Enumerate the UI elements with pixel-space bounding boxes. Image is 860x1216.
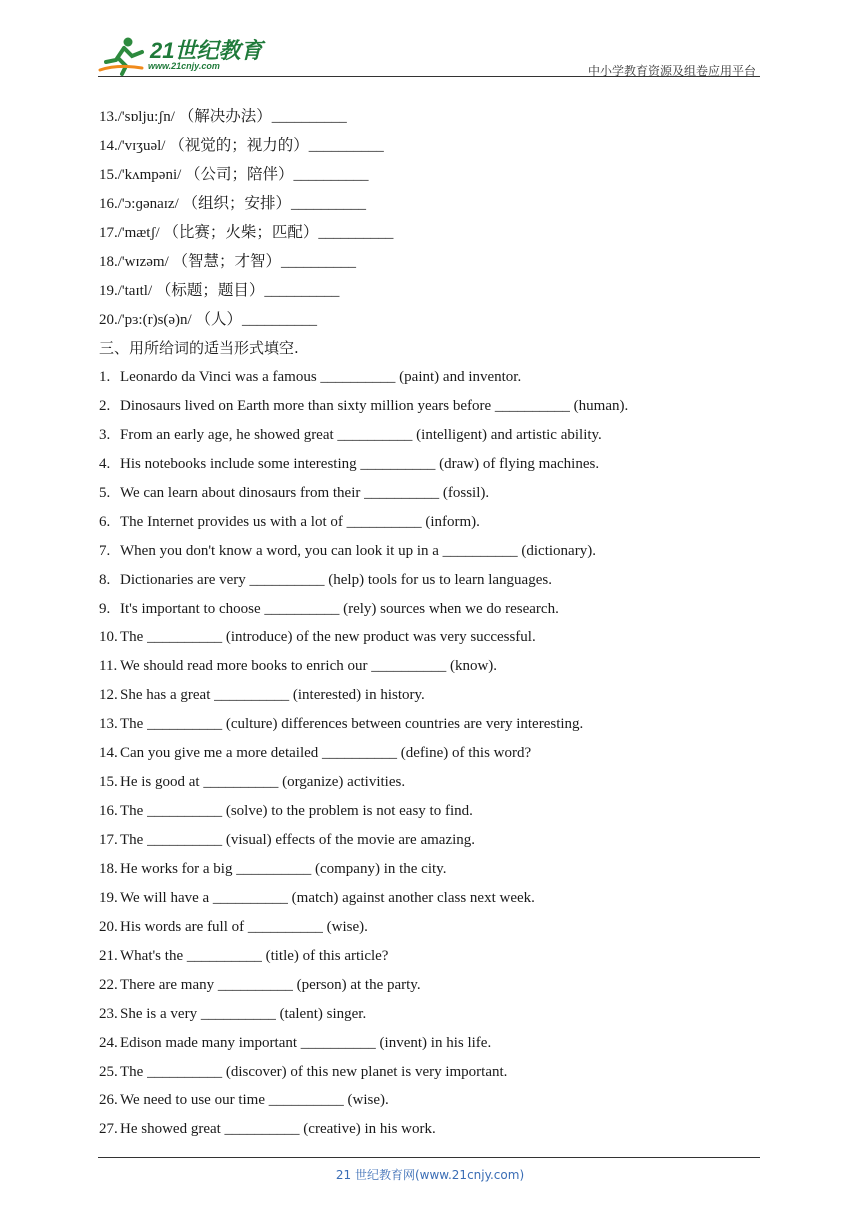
vocab-number: 16. (99, 196, 118, 212)
vocab-item (99, 276, 764, 305)
question-text: She is a very __________ (talent) singer. (120, 1005, 367, 1022)
vocab-meaning: （人） (195, 310, 242, 328)
vocab-item (99, 218, 764, 247)
question-text: The __________ (visual) effects of the movie are amazing. (120, 832, 476, 848)
vocab-phonetic: /'pɜ:(r)s(ə)n/ (117, 312, 192, 328)
runner-icon (98, 36, 148, 76)
vocab-item (99, 247, 764, 276)
question-item (99, 681, 764, 710)
question-number: 14. (99, 745, 118, 762)
vocab-blank[interactable]: __________ (242, 312, 317, 328)
question-item (99, 1000, 764, 1029)
question-item (99, 1086, 764, 1115)
vocab-blank[interactable]: __________ (281, 254, 357, 270)
question-number: 2. (99, 397, 111, 414)
question-number: 6. (99, 513, 111, 530)
question-number: 18. (99, 860, 118, 877)
vocab-phonetic: /'kʌmpəni/ (117, 167, 182, 183)
question-item (99, 1029, 764, 1058)
question-number: 3. (99, 426, 111, 443)
vocab-blank[interactable]: __________ (264, 283, 340, 299)
question-text: When you don't know a word, you can look it up in a __________ (dictionary). (120, 542, 596, 559)
question-item (99, 363, 764, 392)
question-number: 21. (99, 947, 118, 964)
question-number: 4. (99, 455, 111, 472)
question-text: The __________ (culture) differences between countries are very interesting. (120, 716, 584, 733)
question-number: 1. (99, 369, 111, 385)
vocab-blank[interactable]: __________ (318, 225, 394, 241)
question-number: 27. (99, 1121, 118, 1138)
question-text: The Internet provides us with a lot of __________ (inform). (120, 513, 480, 530)
question-number: 5. (99, 484, 111, 501)
question-number: 15. (99, 774, 118, 791)
question-item (99, 392, 764, 421)
question-item (99, 971, 764, 1000)
question-item (99, 768, 764, 797)
question-text: The __________ (discover) of this new planet is very important. (120, 1063, 508, 1080)
vocab-blank[interactable]: __________ (271, 109, 347, 125)
question-number: 19. (99, 889, 118, 906)
vocab-number: 13. (99, 109, 118, 125)
header-divider (98, 76, 760, 77)
question-text: The __________ (introduce) of the new product was very successful. (120, 629, 536, 646)
footer-link[interactable]: 21 世纪教育网(www.21cnjy.com) (335, 1168, 525, 1182)
question-text: She has a great __________ (interested) in history. (120, 687, 425, 704)
platform-name: 中小学教育资源及组卷应用平台 (587, 64, 756, 78)
page-header (98, 30, 760, 78)
question-item (99, 1058, 764, 1087)
question-number: 24. (99, 1034, 118, 1051)
question-item (99, 855, 764, 884)
question-text: It's important to choose __________ (rely) sources when we do research. (120, 600, 559, 617)
vocab-number: 18. (99, 254, 118, 270)
logo-text: 21世纪教育 (150, 38, 263, 63)
logo-url: www.21cnjy.com (148, 61, 220, 71)
question-item (99, 942, 764, 971)
question-item (99, 537, 764, 566)
vocab-meaning: （标题；题目） (155, 281, 265, 299)
question-item (99, 1115, 764, 1144)
question-number: 20. (99, 918, 118, 935)
question-item (99, 566, 764, 595)
question-item (99, 623, 764, 652)
vocab-item (99, 305, 764, 334)
question-item (99, 479, 764, 508)
vocab-phonetic: /'mætʃ/ (117, 225, 160, 241)
question-item (99, 450, 764, 479)
question-number: 7. (99, 542, 111, 559)
vocab-item (99, 160, 764, 189)
fill-in-list (99, 363, 764, 1144)
vocab-meaning: （公司；陪伴） (185, 165, 294, 183)
question-item (99, 739, 764, 768)
question-number: 9. (99, 600, 111, 617)
question-item (99, 710, 764, 739)
vocab-phonetic: /'taɪtl/ (117, 283, 153, 299)
question-number: 22. (99, 976, 118, 993)
site-logo[interactable] (98, 36, 263, 76)
question-text: He works for a big __________ (company) in the city. (120, 860, 447, 877)
vocab-number: 15. (99, 167, 118, 183)
question-text: Leonardo da Vinci was a famous __________ (paint) and inventor. (120, 369, 522, 385)
question-text: Edison made many important __________ (invent) in his life. (120, 1034, 492, 1051)
vocab-number: 20. (99, 312, 118, 328)
question-text: Dictionaries are very __________ (help) tools for us to learn languages. (120, 571, 552, 588)
vocab-item (99, 189, 764, 218)
vocab-blank[interactable]: __________ (291, 196, 367, 212)
vocab-item (99, 131, 764, 160)
question-number: 23. (99, 1005, 118, 1022)
question-text: Can you give me a more detailed __________ (define) of this word? (120, 745, 532, 762)
question-item (99, 652, 764, 681)
question-text: His notebooks include some interesting __________ (draw) of flying machines. (120, 455, 600, 472)
question-number: 26. (99, 1092, 118, 1109)
vocab-number: 14. (99, 138, 118, 154)
vocab-list (99, 102, 764, 334)
question-text: We will have a __________ (match) against another class next week. (120, 889, 535, 906)
vocab-meaning: （比赛；火柴；匹配） (163, 223, 319, 241)
question-number: 17. (99, 832, 118, 848)
vocab-meaning: （解决办法） (178, 107, 272, 125)
question-item (99, 913, 764, 942)
question-number: 16. (99, 803, 118, 820)
question-number: 12. (99, 687, 118, 704)
question-text: He showed great __________ (creative) in his work. (120, 1121, 436, 1138)
question-item (99, 797, 764, 826)
vocab-meaning: （组织；安排） (182, 194, 292, 212)
vocab-phonetic: /'wɪzəm/ (117, 254, 169, 270)
question-text: What's the __________ (title) of this article? (120, 947, 389, 964)
question-number: 25. (99, 1063, 118, 1080)
question-text: The __________ (solve) to the problem is not easy to find. (120, 803, 473, 820)
question-number: 10. (99, 629, 118, 646)
question-item (99, 826, 764, 855)
question-text: We can learn about dinosaurs from their __________ (fossil). (120, 484, 490, 501)
vocab-phonetic: /'vɪʒuəl/ (117, 138, 166, 154)
vocab-number: 19. (99, 283, 118, 299)
question-text: His words are full of __________ (wise). (120, 918, 368, 935)
worksheet-content (99, 102, 764, 1144)
question-item (99, 508, 764, 537)
vocab-item (99, 102, 764, 131)
question-item (99, 595, 764, 624)
vocab-blank[interactable]: __________ (293, 167, 369, 183)
question-text: There are many __________ (person) at the party. (120, 976, 421, 993)
question-text: We should read more books to enrich our __________ (know). (120, 658, 498, 675)
vocab-blank[interactable]: __________ (308, 138, 384, 154)
vocab-phonetic: /'sɒlju:ʃn/ (117, 109, 175, 125)
question-text: From an early age, he showed great __________ (intelligent) and artistic ability. (120, 426, 602, 443)
question-number: 13. (99, 716, 118, 733)
question-text: Dinosaurs lived on Earth more than sixty million years before __________ (human). (120, 397, 629, 414)
question-item (99, 884, 764, 913)
question-text: He is good at __________ (organize) activities. (120, 774, 406, 791)
vocab-phonetic: /'ɔ:ɡənaɪz/ (117, 196, 179, 212)
question-number: 8. (99, 571, 111, 588)
question-number: 11. (99, 658, 118, 675)
question-item (99, 421, 764, 450)
vocab-meaning: （智慧；才智） (172, 252, 282, 270)
vocab-meaning: （视觉的；视力的） (169, 136, 309, 154)
footer-divider (98, 1157, 760, 1158)
question-text: We need to use our time __________ (wise). (120, 1092, 389, 1109)
section-title: 三、用所给词的适当形式填空. (99, 339, 299, 357)
vocab-number: 17. (99, 225, 118, 241)
